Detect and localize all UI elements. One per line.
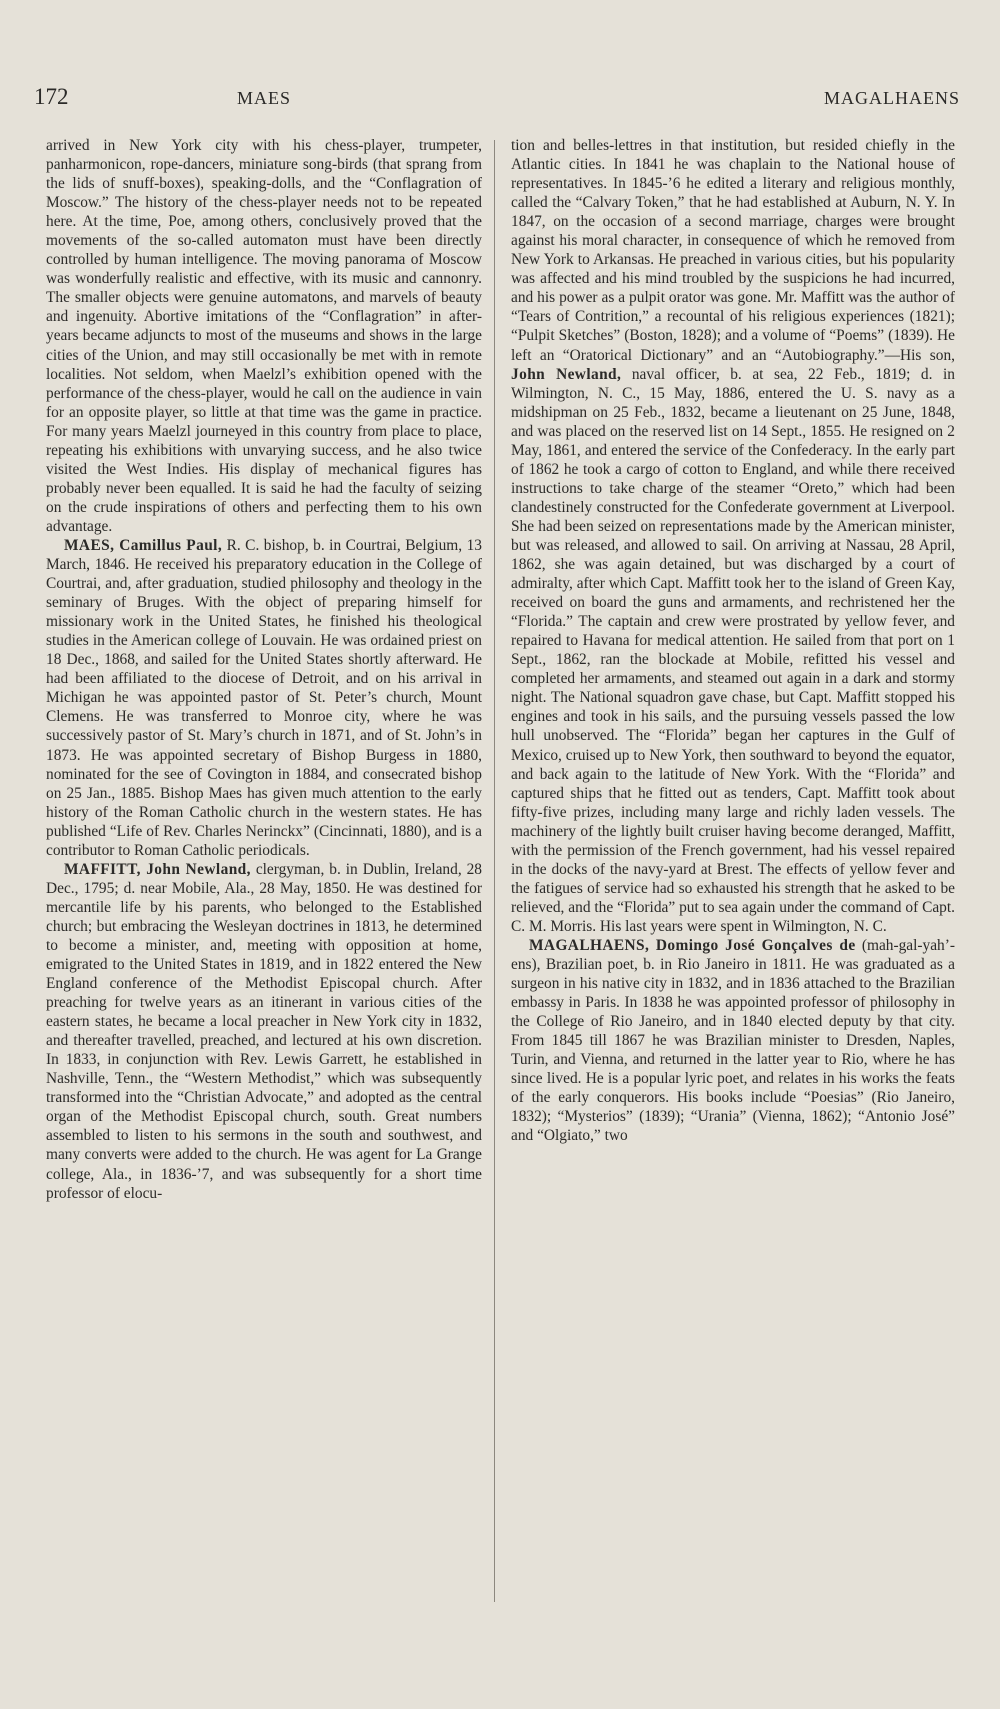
maffitt-continuation-text: tion and belles-lettres in that institution, but resided chiefly in the Atlantic cities. In 1841 he was chaplain to the National house of representatives. In 1845-’6 he edited a literary and religious monthly, called the “Calvary Token,” that he had established at Auburn, N. Y. In 1847, on the occasion of a second marriage, charges were brought against his moral character, in consequence of which he removed from New York to Arkansas. He preached in various cities, but his popularity was affected and his mind troubled by the suspicions he had incurred, and his power as a pulpit orator was gone. Mr. Maffitt was the author of “Tears of Contrition,” a recountal of his religious experiences (1821); “Pulpit Sketches” (Boston, 1828); and a volume of “Poems” (1839). He left an “Oratorical Dictionary” and an “Autobiography.”—His son, (511, 137, 955, 364)
right-column (511, 136, 955, 1606)
headword-maes: MAES, Camillus Paul, (64, 536, 223, 554)
left-column (46, 136, 482, 1606)
headword-maffitt: MAFFITT, John Newland, (64, 860, 251, 878)
entry-maes (46, 536, 482, 860)
maffitt-son-text: naval officer, b. at sea, 22 Feb., 1819; d. in Wilmington, N. C., 15 May, 1886, entered the U. S. navy as a midshipman on 25 Feb., 1832, became a lieutenant on 25 June, 1848, and was placed on the reserved list on 14 Sept., 1855. He resigned on 2 May, 1861, and entered the service of the Confederacy. In the early part of 1862 he took a cargo of cotton to England, and while there received instructions to take charge of the steamer “Oreto,” which had been clandestinely constructed for the Confederate government at Liverpool. She had been seized on representations made by the American minister, but was released, and allowed to sail. On arriving at Nassau, 28 April, 1862, she was again detained, but was discharged by a court of admiralty, after which Capt. Maffitt took her to the island of Green Kay, received on board the guns and armaments, and rechristened her the “Florida.” The captain and crew were prostrated by yellow fever, and repaired to Havana for medical attention. He sailed from that port on 1 Sept., 1862, ran the blockade at Mobile, refitted his vessel and completed her armaments, and steamed out again in a dark and stormy night. The National squadron gave chase, but Capt. Maffitt stopped his engines and took in his sails, and the pursuing vessels passed the low hull unobserved. The “Florida” began her captures in the Gulf of Mexico, cruised up to New York, then southward to beyond the equator, and back again to the latitude of New York. With the “Florida” and captured ships that he fitted out as tenders, Capt. Maffitt took about fifty-five prizes, including many large and richly laden vessels. The machinery of the lightly built cruiser having become deranged, Maffitt, with the permission of the French government, had his vessel repaired in the docks of the navy-yard at Brest. The effects of yellow fever and the fatigues of service had so exhausted his strength that he asked to be relieved, and the “Florida” put to sea again under the command of Capt. C. M. Morris. His last years were spent in Wilmington, N. C. (511, 365, 955, 935)
running-head-right: MAGALHAENS (824, 88, 960, 108)
maelzl-continuation-paragraph: arrived in New York city with his chess-player, trumpeter, panharmonicon, rope-dancers, miniature song-birds (that sprang from the lids of snuff-boxes), speaking-dolls, and the “Conflagration of Moscow.” The history of the chess-player needs not to be repeated here. At the time, Poe, among others, conclusively proved that the movements of the so-called automaton must have been directly controlled by human intelligence. The moving panorama of Moscow was wonderfully realistic and effective, with its music and cannonry. The smaller objects were genuine automatons, and marvels of beauty and ingenuity. Abortive imitations of the “Conflagration” in after-years became adjuncts to most of the museums and shows in the large cities of the Union, and may still occasionally be met with in remote localities. Not seldom, when Maelzl’s exhibition opened with the performance of the chess-player, would he call on the audience in vain for an opposite player, so little at that time was the game in practice. For many years Maelzl journeyed in this country from place to place, repeating his exhibitions with unvarying success, and he also twice visited the West Indies. His display of mechanical figures has probably never been equalled. It is said he had the faculty of seizing on the crude inspirations of others and perfecting them to his own advantage. (46, 137, 482, 535)
maffitt-continuation-paragraph (511, 136, 955, 936)
headword-magalhaens: MAGALHAENS, Domingo José Gonçalves de (529, 936, 856, 954)
entry-maffitt-text: clergyman, b. in Dublin, Ireland, 28 Dec., 1795; d. near Mobile, Ala., 28 May, 1850. He was destined for mercantile life by his parents, who belonged to the Established church; but embracing the Wesleyan doctrines in 1813, he determined to become a minister, and, meeting with opposition at home, emigrated to the United States in 1819, and in 1822 entered the New England conference of the Methodist Episcopal church. After preaching for twelve years as an itinerant in various cities of the eastern states, he became a local preacher in New York city in 1832, and thereafter travelled, preached, and lectured at his own discretion. In 1833, in conjunction with Rev. Lewis Garrett, he established in Nashville, Tenn., the “Western Methodist,” which was subsequently transformed into the “Christian Advocate,” and adopted as the central organ of the Methodist Episcopal church, south. Great numbers assembled to listen to his sermons in the south and southwest, and many converts were added to the church. He was agent for La Grange college, Ala., in 1836-’7, and was subsequently for a short time professor of elocu- (46, 860, 482, 1202)
entry-maes-text: R. C. bishop, b. in Courtrai, Belgium, 13 March, 1846. He received his preparatory education in the College of Courtrai, and, after graduation, studied philosophy and theology in the seminary of Bruges. With the object of preparing himself for missionary work in the United States, he finished his theological studies in the American college of Louvain. He was ordained priest on 18 Dec., 1868, and sailed for the United States shortly afterward. He had been affiliated to the diocese of Detroit, and on his arrival in Michigan he was appointed pastor of St. Peter’s church, Mount Clemens. He was transferred to Monroe city, where he was successively pastor of St. Mary’s church in 1871, and of St. John’s in 1873. He was appointed secretary of Bishop Burgess in 1880, nominated for the see of Covington in 1884, and consecrated bishop on 25 Jan., 1885. Bishop Maes has given much attention to the early history of the Roman Catholic church in the western states. He has published “Life of Rev. Charles Nerinckx” (Cincinnati, 1880), and is a contributor to Roman Catholic periodicals. (46, 536, 482, 859)
page-header (34, 84, 960, 114)
entry-maffitt (46, 860, 482, 1203)
running-head-left: MAES (237, 88, 292, 108)
page-number: 172 (34, 84, 69, 109)
column-divider (494, 140, 495, 1602)
headword-maffitt-son: John Newland, (511, 365, 622, 383)
entry-magalhaens-text: (mah-gal-yah’-ens), Brazilian poet, b. in Rio Janeiro in 1811. He was graduated as a surgeon in his native city in 1832, and in 1836 attached to the Brazilian embassy in Paris. In 1838 he was appointed professor of philosophy in the College of Rio Janeiro, and in 1840 elected deputy by that city. From 1845 till 1867 he was Brazilian minister to Dresden, Naples, Turin, and Vienna, and returned in the latter year to Rio, where he has since lived. He is a popular lyric poet, and relates in his works the feats of the early conquerors. His books include “Poesias” (Rio Janeiro, 1832); “Mysterios” (1839); “Urania” (Vienna, 1862); “Antonio José” and “Olgiato,” two (511, 936, 955, 1145)
entry-magalhaens (511, 936, 955, 1146)
